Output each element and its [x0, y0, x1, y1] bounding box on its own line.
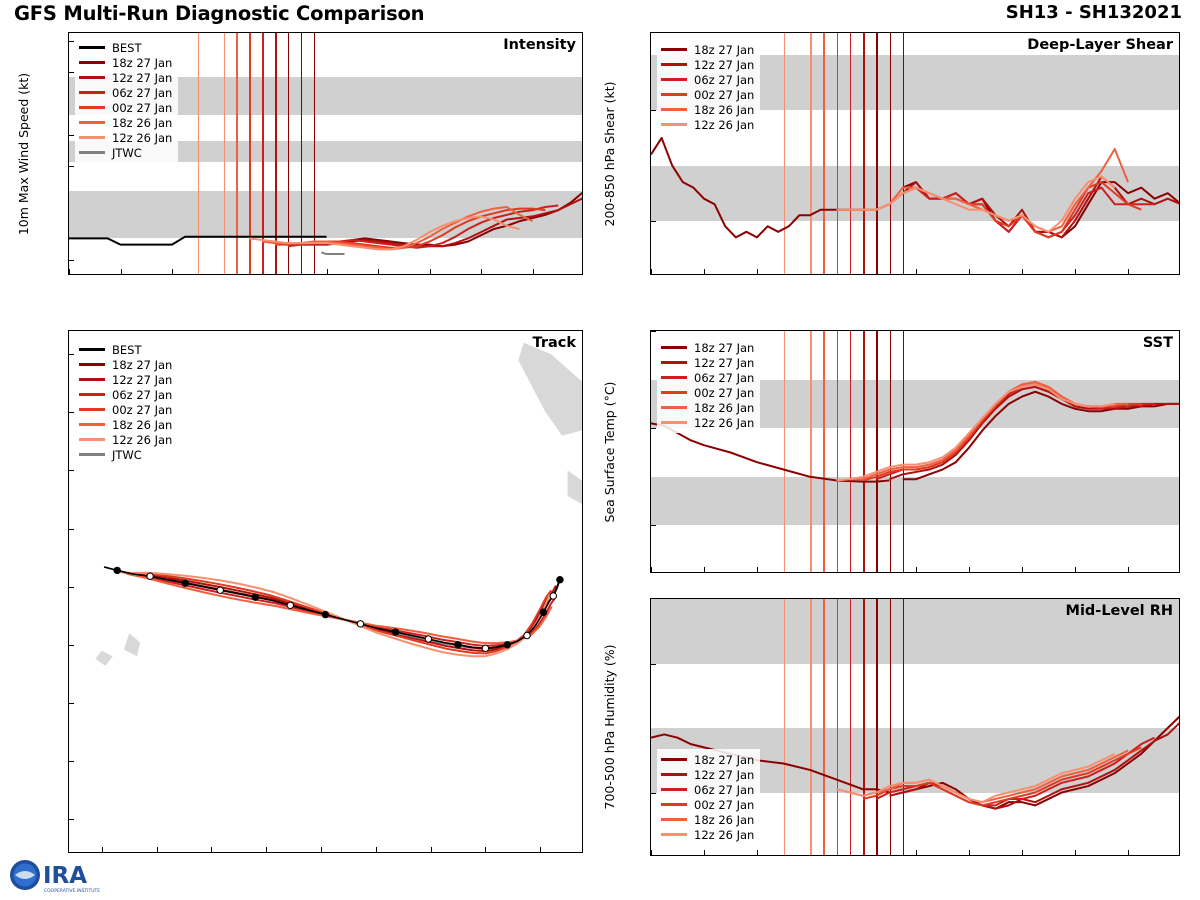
best-track-marker: [455, 642, 461, 648]
series-line: [850, 382, 1128, 479]
legend-label: 12z 26 Jan: [112, 432, 173, 447]
legend-swatch: [661, 376, 687, 379]
model-track-line: [151, 575, 556, 651]
legend-item: [661, 797, 754, 812]
svg-text:COOPERATIVE INSTITUTE: COOPERATIVE INSTITUTE: [44, 889, 101, 894]
best-track-marker: [182, 580, 188, 586]
best-track-marker: [114, 567, 120, 573]
legend-item: [661, 767, 754, 782]
legend-item: [79, 432, 172, 447]
legend-label: JTWC: [112, 447, 142, 462]
legend-item: [79, 100, 172, 115]
series-line: [321, 252, 344, 254]
rh-y-axis-label: 700-500 hPa Humidity (%): [602, 644, 617, 810]
legend-label: 06z 27 Jan: [112, 387, 173, 402]
storm-id: SH13 - SH132021: [1005, 2, 1182, 23]
legend-swatch: [661, 391, 687, 394]
legend-swatch: [661, 361, 687, 364]
legend-item: [661, 355, 754, 370]
intensity-plot-area: [68, 32, 583, 275]
legend-item: [79, 130, 172, 145]
legend-swatch: [79, 91, 105, 94]
legend-swatch: [661, 833, 687, 836]
legend-swatch: [661, 803, 687, 806]
series-line: [314, 191, 583, 246]
legend-label: 12z 26 Jan: [112, 130, 173, 145]
legend-item: [661, 117, 754, 132]
legend-item: [661, 812, 754, 827]
legend-label: JTWC: [112, 145, 142, 160]
legend-label: 00z 27 Jan: [694, 797, 755, 812]
legend-item: [661, 400, 754, 415]
legend-swatch: [661, 788, 687, 791]
legend-swatch: [79, 378, 105, 381]
sst-y-axis-label: Sea Surface Temp (°C): [602, 381, 617, 522]
intensity-y-axis-label: 10m Max Wind Speed (kt): [16, 72, 31, 235]
legend-label: 06z 27 Jan: [694, 72, 755, 87]
best-track-marker: [550, 593, 556, 599]
legend-label: 18z 27 Jan: [694, 752, 755, 767]
legend-swatch: [661, 421, 687, 424]
legend: [75, 339, 178, 465]
best-track-marker: [322, 611, 328, 617]
legend-label: BEST: [112, 342, 142, 357]
legend-swatch: [661, 406, 687, 409]
legend-swatch: [79, 393, 105, 396]
legend-label: 00z 27 Jan: [112, 100, 173, 115]
legend-item: [661, 57, 754, 72]
legend-item: [79, 70, 172, 85]
legend-swatch: [79, 76, 105, 79]
best-track-marker: [524, 632, 530, 638]
legend-label: 12z 27 Jan: [694, 355, 755, 370]
best-track-marker: [557, 577, 563, 583]
panel-track: [68, 330, 583, 853]
legend-item: [661, 370, 754, 385]
sst-plot-area: [650, 330, 1180, 573]
legend-item: [79, 357, 172, 372]
shear-title: Deep-Layer Shear: [1027, 37, 1173, 53]
panel-rh: [602, 598, 1180, 856]
legend-item: [661, 42, 754, 57]
legend-label: 12z 27 Jan: [112, 70, 173, 85]
legend-label: 06z 27 Jan: [694, 782, 755, 797]
legend-item: [661, 415, 754, 430]
panel-shear: [602, 32, 1180, 275]
legend-swatch: [79, 348, 105, 351]
legend-swatch: [661, 108, 687, 111]
legend: [657, 749, 760, 845]
best-track-marker: [147, 573, 153, 579]
legend-item: [79, 342, 172, 357]
legend-label: 12z 26 Jan: [694, 415, 755, 430]
legend-swatch: [79, 61, 105, 64]
best-track-marker: [357, 621, 363, 627]
legend-swatch: [661, 818, 687, 821]
legend-swatch: [661, 758, 687, 761]
series-line: [903, 715, 1180, 809]
panel-intensity: [16, 32, 583, 275]
legend-item: [661, 827, 754, 842]
legend-item: [79, 40, 172, 55]
legend-label: 18z 27 Jan: [112, 357, 173, 372]
legend-label: 18z 26 Jan: [694, 812, 755, 827]
legend-item: [79, 402, 172, 417]
legend-swatch: [79, 438, 105, 441]
rh-title: Mid-Level RH: [1065, 603, 1173, 619]
legend-swatch: [79, 363, 105, 366]
legend-item: [661, 87, 754, 102]
best-track-marker: [392, 629, 398, 635]
legend: [75, 37, 178, 163]
legend-swatch: [79, 46, 105, 49]
shear-plot-area: [650, 32, 1180, 275]
page-title: GFS Multi-Run Diagnostic Comparison: [14, 2, 425, 25]
track-map-area[interactable]: [68, 330, 583, 853]
best-track-marker: [287, 602, 293, 608]
legend-swatch: [79, 121, 105, 124]
series-line: [651, 138, 863, 237]
legend-swatch: [79, 423, 105, 426]
legend-swatch: [661, 93, 687, 96]
legend-item: [661, 782, 754, 797]
track-title: Track: [532, 335, 576, 351]
intensity-title: Intensity: [503, 37, 576, 53]
legend-item: [79, 447, 172, 462]
panel-sst: [602, 330, 1180, 573]
legend-label: 06z 27 Jan: [112, 85, 173, 100]
legend-swatch: [661, 346, 687, 349]
legend-label: BEST: [112, 40, 142, 55]
svg-text:IRA: IRA: [43, 863, 88, 889]
legend-swatch: [661, 48, 687, 51]
legend-swatch: [661, 78, 687, 81]
cira-logo: [8, 852, 128, 896]
model-track-line: [168, 579, 560, 649]
legend-item: [79, 387, 172, 402]
legend-label: 18z 26 Jan: [112, 115, 173, 130]
best-track-marker: [540, 609, 546, 615]
legend-label: 12z 27 Jan: [694, 57, 755, 72]
legend-swatch: [661, 773, 687, 776]
legend-swatch: [79, 453, 105, 456]
legend-item: [79, 85, 172, 100]
shear-y-axis-label: 200-850 hPa Shear (kt): [602, 81, 617, 226]
legend-label: 00z 27 Jan: [694, 385, 755, 400]
legend-swatch: [79, 408, 105, 411]
series-line: [850, 149, 1128, 232]
legend-swatch: [661, 63, 687, 66]
legend-label: 00z 27 Jan: [694, 87, 755, 102]
legend-label: 18z 26 Jan: [694, 102, 755, 117]
legend-item: [661, 385, 754, 400]
best-track-marker: [504, 642, 510, 648]
legend-label: 12z 26 Jan: [694, 827, 755, 842]
series-line: [301, 198, 583, 247]
legend-swatch: [661, 123, 687, 126]
legend-label: 18z 26 Jan: [112, 417, 173, 432]
legend: [657, 39, 760, 135]
legend-item: [79, 55, 172, 70]
legend-item: [661, 102, 754, 117]
legend-swatch: [79, 106, 105, 109]
legend-label: 06z 27 Jan: [694, 370, 755, 385]
legend: [657, 337, 760, 433]
legend-item: [79, 417, 172, 432]
legend-label: 18z 27 Jan: [694, 340, 755, 355]
best-track-marker: [217, 587, 223, 593]
legend-swatch: [79, 151, 105, 154]
legend-label: 12z 26 Jan: [694, 117, 755, 132]
sst-title: SST: [1142, 335, 1173, 351]
best-track-marker: [482, 645, 488, 651]
best-track-marker: [425, 636, 431, 642]
legend-item: [79, 372, 172, 387]
legend-item: [79, 145, 172, 160]
legend-label: 18z 27 Jan: [694, 42, 755, 57]
legend-item: [661, 72, 754, 87]
legend-swatch: [79, 136, 105, 139]
legend-label: 18z 26 Jan: [694, 400, 755, 415]
series-line: [876, 188, 1154, 238]
legend-label: 00z 27 Jan: [112, 402, 173, 417]
best-track-marker: [252, 594, 258, 600]
legend-label: 12z 27 Jan: [112, 372, 173, 387]
legend-item: [661, 752, 754, 767]
legend-label: 12z 27 Jan: [694, 767, 755, 782]
rh-plot-area: [650, 598, 1180, 856]
legend-label: 18z 27 Jan: [112, 55, 173, 70]
legend-item: [661, 340, 754, 355]
legend-item: [79, 115, 172, 130]
